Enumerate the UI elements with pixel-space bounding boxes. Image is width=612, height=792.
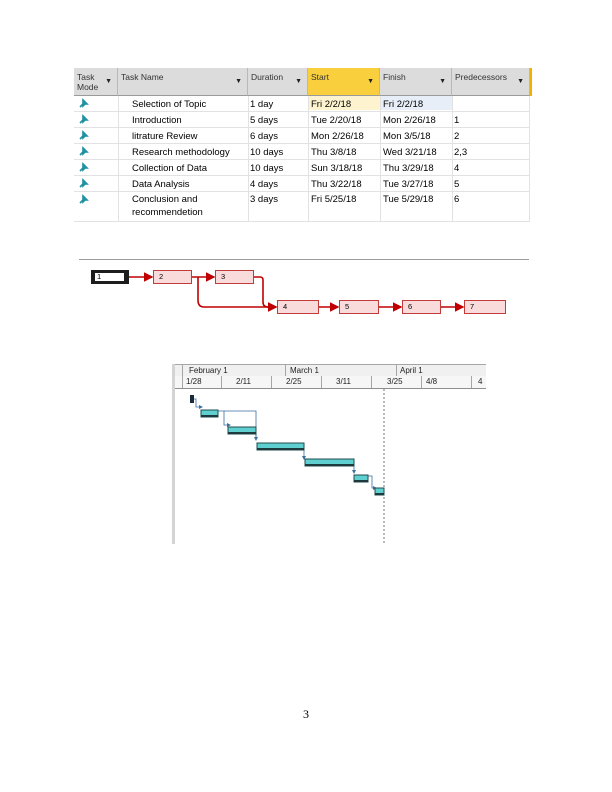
task-table bbox=[74, 68, 530, 222]
pin-icon bbox=[78, 161, 90, 173]
task-finish: Mon 2/26/18 bbox=[383, 115, 436, 126]
task-name: Introduction bbox=[132, 115, 182, 126]
task-finish: Wed 3/21/18 bbox=[383, 147, 437, 158]
network-node-label: 5 bbox=[345, 302, 350, 311]
month-label: April 1 bbox=[400, 366, 423, 375]
gantt-bars bbox=[172, 364, 486, 544]
task-name: Collection of Data bbox=[132, 163, 207, 174]
task-duration: 10 days bbox=[250, 147, 284, 158]
task-start: Fri 2/2/18 bbox=[311, 99, 352, 110]
header-start[interactable] bbox=[308, 68, 380, 96]
row-divider bbox=[74, 143, 530, 144]
task-name: Research methodology bbox=[132, 147, 230, 158]
task-predecessors: 2 bbox=[454, 131, 460, 142]
section-divider bbox=[79, 259, 529, 260]
task-finish: Mon 3/5/18 bbox=[383, 131, 431, 142]
week-label: 1/28 bbox=[186, 377, 202, 386]
week-label: 3/11 bbox=[336, 377, 351, 386]
header-start-label: Start bbox=[311, 72, 329, 82]
task-start: Mon 2/26/18 bbox=[311, 131, 364, 142]
dropdown-arrow-icon[interactable]: ▼ bbox=[105, 78, 112, 85]
dropdown-arrow-icon[interactable]: ▼ bbox=[517, 78, 524, 85]
network-node[interactable] bbox=[402, 300, 441, 314]
task-predecessors: 4 bbox=[454, 163, 460, 174]
network-node[interactable] bbox=[339, 300, 379, 314]
pin-icon bbox=[78, 193, 90, 205]
task-finish: Tue 5/29/18 bbox=[383, 194, 434, 205]
network-node-label: 1 bbox=[97, 272, 102, 281]
network-node[interactable] bbox=[277, 300, 319, 314]
dropdown-arrow-icon[interactable]: ▼ bbox=[295, 78, 302, 85]
task-duration: 4 days bbox=[250, 179, 278, 190]
month-label: March 1 bbox=[290, 366, 319, 375]
task-start: Thu 3/8/18 bbox=[311, 147, 357, 158]
link-3-4 bbox=[254, 277, 276, 307]
task-start: Fri 5/25/18 bbox=[311, 194, 357, 205]
task-duration: 10 days bbox=[250, 163, 284, 174]
network-node-label: 6 bbox=[408, 302, 413, 311]
dropdown-arrow-icon[interactable]: ▼ bbox=[367, 78, 374, 85]
month-label: February 1 bbox=[189, 366, 228, 375]
task-predecessors: 1 bbox=[454, 115, 460, 126]
dropdown-arrow-icon[interactable]: ▼ bbox=[439, 78, 446, 85]
task-start: Thu 3/22/18 bbox=[311, 179, 362, 190]
row-divider bbox=[74, 175, 530, 176]
row-divider bbox=[74, 159, 530, 160]
pin-icon bbox=[78, 97, 90, 109]
header-task-mode[interactable] bbox=[74, 68, 118, 96]
pin-icon bbox=[78, 177, 90, 189]
task-predecessors: 5 bbox=[454, 179, 460, 190]
task-start: Sun 3/18/18 bbox=[311, 163, 363, 174]
task-name-line1: Conclusion and bbox=[132, 194, 198, 205]
header-finish[interactable] bbox=[380, 68, 452, 96]
week-label: 4/8 bbox=[426, 377, 438, 386]
task-name: litrature Review bbox=[132, 131, 198, 142]
network-node-label: 2 bbox=[159, 272, 164, 281]
network-node[interactable] bbox=[464, 300, 506, 314]
page-number: 3 bbox=[303, 707, 309, 721]
task-duration: 3 days bbox=[250, 194, 278, 205]
network-node[interactable] bbox=[91, 270, 129, 284]
week-label: 2/25 bbox=[286, 377, 302, 386]
row-divider bbox=[74, 127, 530, 128]
row-divider bbox=[74, 221, 530, 222]
task-finish: Thu 3/29/18 bbox=[383, 163, 434, 174]
network-node-label: 3 bbox=[221, 272, 226, 281]
pin-icon bbox=[78, 145, 90, 157]
header-finish-label: Finish bbox=[383, 72, 406, 82]
milestone-task-1 bbox=[190, 395, 194, 403]
task-predecessors: 2,3 bbox=[454, 147, 468, 158]
header-duration[interactable] bbox=[248, 68, 308, 96]
network-node[interactable] bbox=[153, 270, 192, 284]
task-duration: 6 days bbox=[250, 131, 278, 142]
dropdown-arrow-icon[interactable]: ▼ bbox=[235, 78, 242, 85]
task-duration: 1 day bbox=[250, 99, 274, 110]
header-task-name-label: Task Name bbox=[121, 72, 164, 82]
network-node[interactable] bbox=[215, 270, 254, 284]
network-diagram bbox=[88, 264, 518, 330]
header-duration-label: Duration bbox=[251, 72, 284, 82]
task-finish: Tue 3/27/18 bbox=[383, 179, 434, 190]
header-task-name[interactable] bbox=[118, 68, 248, 96]
week-label: 4 bbox=[478, 377, 483, 386]
network-node-label: 4 bbox=[283, 302, 288, 311]
gantt-chart bbox=[172, 364, 486, 544]
task-name-line2: recommendetion bbox=[132, 207, 203, 218]
header-scroll-marker bbox=[530, 68, 532, 96]
task-finish: Fri 2/2/18 bbox=[383, 99, 424, 110]
task-duration: 5 days bbox=[250, 115, 278, 126]
week-label: 2/11 bbox=[236, 377, 251, 386]
header-predecessors[interactable] bbox=[452, 68, 530, 96]
row-divider bbox=[74, 111, 530, 112]
header-predecessors-label: Predecessors bbox=[455, 72, 507, 82]
network-node-label: 7 bbox=[470, 302, 475, 311]
pin-icon bbox=[78, 113, 90, 125]
task-predecessors: 6 bbox=[454, 194, 460, 205]
header-task-mode-label: Task Mode bbox=[77, 72, 99, 92]
pin-icon bbox=[78, 129, 90, 141]
row-divider bbox=[74, 191, 530, 192]
task-name: Data Analysis bbox=[132, 179, 190, 190]
task-name: Selection of Topic bbox=[132, 99, 207, 110]
task-start: Tue 2/20/18 bbox=[311, 115, 362, 126]
week-label: 3/25 bbox=[387, 377, 403, 386]
